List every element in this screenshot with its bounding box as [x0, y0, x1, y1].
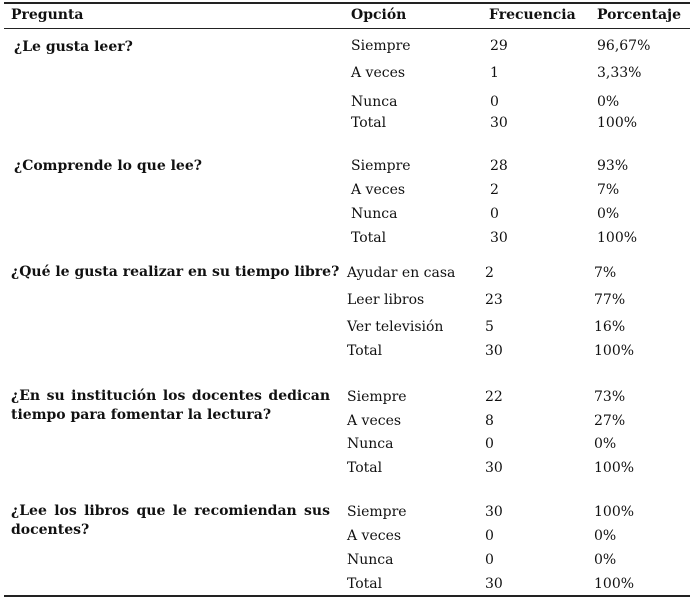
percentage-cell: 93% [597, 158, 629, 174]
frequency-cell: 0 [485, 552, 494, 568]
percentage-cell: 7% [597, 182, 620, 198]
frequency-cell: 22 [485, 389, 503, 405]
option-cell: Total [347, 343, 383, 359]
option-cell: Nunca [351, 206, 398, 222]
percentage-cell: 96,67% [597, 38, 651, 54]
header-option: Opción [351, 7, 407, 23]
frequency-cell: 2 [485, 265, 494, 281]
option-cell: Nunca [351, 94, 398, 110]
percentage-cell: 100% [594, 343, 635, 359]
option-cell: Ver televisión [347, 319, 444, 335]
frequency-cell: 30 [485, 504, 503, 520]
frequency-cell: 30 [490, 230, 508, 246]
frequency-cell: 29 [490, 38, 508, 54]
frequency-cell: 28 [490, 158, 508, 174]
frequency-cell: 30 [485, 576, 503, 592]
frequency-cell: 1 [490, 65, 499, 81]
option-cell: A veces [347, 528, 402, 544]
frequency-cell: 23 [485, 292, 503, 308]
frequency-cell: 0 [485, 528, 494, 544]
header-percentage: Porcentaje [597, 7, 681, 23]
percentage-cell: 27% [594, 413, 626, 429]
frequency-cell: 8 [485, 413, 494, 429]
question-text: ¿Comprende lo que lee? [14, 158, 202, 174]
percentage-cell: 0% [594, 528, 617, 544]
option-cell: Nunca [347, 436, 394, 452]
percentage-cell: 77% [594, 292, 626, 308]
option-cell: Siempre [347, 504, 407, 520]
frequency-cell: 30 [485, 343, 503, 359]
percentage-cell: 100% [597, 230, 638, 246]
option-cell: Total [351, 115, 387, 131]
frequency-cell: 30 [490, 115, 508, 131]
option-cell: Siempre [351, 38, 411, 54]
option-cell: Total [351, 230, 387, 246]
frequency-cell: 0 [490, 206, 499, 222]
table-bottom-rule [4, 595, 690, 597]
option-cell: Nunca [347, 552, 394, 568]
frequency-cell: 30 [485, 460, 503, 476]
frequency-cell: 0 [485, 436, 494, 452]
table-top-rule [4, 2, 690, 4]
percentage-cell: 7% [594, 265, 617, 281]
header-question: Pregunta [11, 7, 84, 23]
percentage-cell: 0% [597, 206, 620, 222]
frequency-cell: 5 [485, 319, 494, 335]
percentage-cell: 0% [594, 436, 617, 452]
percentage-cell: 16% [594, 319, 626, 335]
frequency-cell: 2 [490, 182, 499, 198]
percentage-cell: 100% [597, 115, 638, 131]
percentage-cell: 73% [594, 389, 626, 405]
option-cell: A veces [347, 413, 402, 429]
percentage-cell: 0% [594, 552, 617, 568]
percentage-cell: 3,33% [597, 65, 642, 81]
question-text: ¿Le gusta leer? [14, 39, 133, 55]
option-cell: A veces [351, 182, 406, 198]
option-cell: Ayudar en casa [347, 265, 456, 281]
header-frequency: Frecuencia [489, 7, 576, 23]
option-cell: A veces [351, 65, 406, 81]
option-cell: Leer libros [347, 292, 425, 308]
option-cell: Total [347, 576, 383, 592]
option-cell: Siempre [347, 389, 407, 405]
percentage-cell: 100% [594, 460, 635, 476]
option-cell: Siempre [351, 158, 411, 174]
option-cell: Total [347, 460, 383, 476]
percentage-cell: 100% [594, 576, 635, 592]
percentage-cell: 100% [594, 504, 635, 520]
frequency-cell: 0 [490, 94, 499, 110]
question-text: ¿Lee los libros que le recomiendan sus docentes? [11, 503, 330, 538]
question-text: ¿Qué le gusta realizar en su tiempo libre? [11, 264, 340, 280]
question-text: ¿En su institución los docentes dedican tiempo para fomentar la lectura? [11, 388, 330, 423]
header-bottom-rule [4, 28, 690, 29]
percentage-cell: 0% [597, 94, 620, 110]
